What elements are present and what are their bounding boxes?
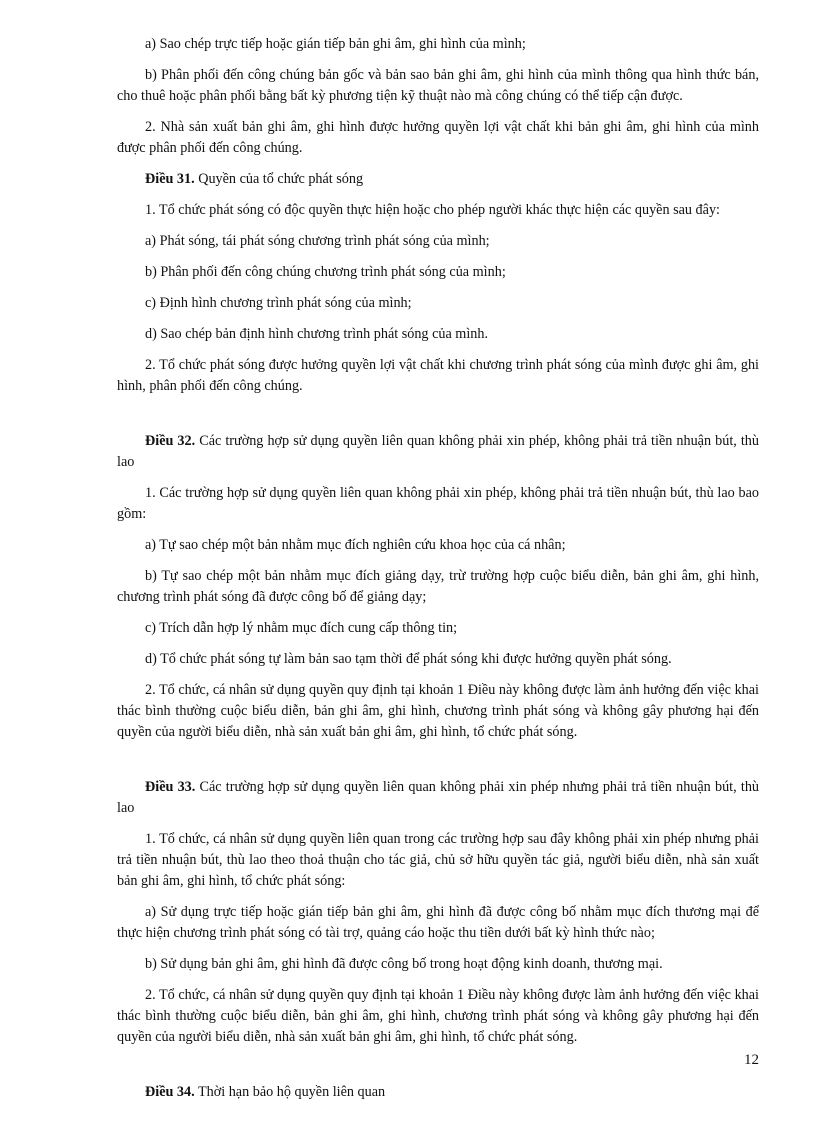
article-number: Điều 32. [145,433,196,449]
article-number: Điều 34. [145,1084,195,1100]
paragraph: c) Trích dẫn hợp lý nhằm mục đích cung cấp thông tin; [145,620,458,636]
paragraph: 1. Tổ chức, cá nhân sử dụng quyền liên quan trong các trường hợp sau đây không phải xin phép nhưng phải trả tiền nhuận bút, thù lao theo thoả thuận cho tác giả, chủ sở hữu quyền tác giả, người biểu diễn, nhà sản xuất bản ghi âm, ghi hình, tổ chức phát sóng: [117,831,759,889]
paragraph: 1. Các trường hợp sử dụng quyền liên quan không phải xin phép, không phải trả tiền nhuận bút, thù lao bao gồm: [117,485,759,522]
paragraph: 2. Tổ chức, cá nhân sử dụng quyền quy định tại khoản 1 Điều này không được làm ảnh hưởng đến việc khai thác bình thường cuộc biểu diễn, bản ghi âm, ghi hình, chương trình phát sóng và không gây phương hại đến quyền của người biểu diễn, nhà sản xuất bản ghi âm, ghi hình, tổ chức phát sóng. [117,987,759,1045]
article-title: Thời hạn bảo hộ quyền liên quan [194,1084,386,1100]
paragraph: a) Sao chép trực tiếp hoặc gián tiếp bản ghi âm, ghi hình của mình; [145,36,526,52]
paragraph: c) Định hình chương trình phát sóng của mình; [145,295,412,311]
article-title: Các trường hợp sử dụng quyền liên quan không phải xin phép nhưng phải trả tiền nhuận bút, thù lao [117,779,760,816]
document-page [117,34,759,1113]
section-spacer [117,1058,759,1082]
paragraph: b) Sử dụng bản ghi âm, ghi hình đã được công bố trong hoạt động kinh doanh, thương mại. [145,956,663,972]
article-heading [117,1082,759,1103]
paragraph: b) Phân phối đến công chúng chương trình phát sóng của mình; [145,264,506,280]
article-title: Các trường hợp sử dụng quyền liên quan không phải xin phép, không phải trả tiền nhuận bút, thù lao [117,433,759,470]
paragraph: a) Tự sao chép một bản nhằm mục đích nghiên cứu khoa học của cá nhân; [145,537,566,553]
paragraph: b) Tự sao chép một bản nhằm mục đích giảng dạy, trừ trường hợp cuộc biểu diễn, bản ghi âm, ghi hình, chương trình phát sóng đã được công bố để giảng dạy; [117,568,759,605]
paragraph: 2. Tổ chức phát sóng được hưởng quyền lợi vật chất khi chương trình phát sóng của mình được ghi âm, ghi hình, phân phối đến công chúng. [117,357,759,394]
paragraph: a) Phát sóng, tái phát sóng chương trình phát sóng của mình; [145,233,490,249]
section-spacer [117,753,759,777]
paragraph: 2. Nhà sản xuất bản ghi âm, ghi hình được hưởng quyền lợi vật chất khi bản ghi âm, ghi hình của mình được phân phối đến công chúng. [117,119,759,156]
article-title: Quyền của tổ chức phát sóng [194,171,364,187]
paragraph: d) Sao chép bản định hình chương trình phát sóng của mình. [145,326,489,342]
article-heading [117,431,759,473]
paragraph: 2. Tổ chức, cá nhân sử dụng quyền quy định tại khoản 1 Điều này không được làm ảnh hưởng đến việc khai thác bình thường cuộc biểu diễn, bản ghi âm, ghi hình, chương trình phát sóng và không gây phương hại đến quyền của người biểu diễn, nhà sản xuất bản ghi âm, ghi hình, tổ chức phát sóng. [117,682,759,740]
paragraph: b) Phân phối đến công chúng bản gốc và bản sao bản ghi âm, ghi hình của mình thông qua hình thức bán, cho thuê hoặc phân phối bằng bất kỳ phương tiện kỹ thuật nào mà công chúng có thể tiếp cận được. [117,67,759,104]
article-heading [117,169,759,190]
article-number: Điều 33. [145,779,196,795]
paragraph: a) Sử dụng trực tiếp hoặc gián tiếp bản ghi âm, ghi hình đã được công bố nhằm mục đích thương mại để thực hiện chương trình phát sóng có tài trợ, quảng cáo hoặc thu tiền dưới bất kỳ hình thức nào; [117,904,759,941]
paragraph: d) Tổ chức phát sóng tự làm bản sao tạm thời để phát sóng khi được hưởng quyền phát sóng. [145,651,672,667]
article-number: Điều 31. [145,171,195,187]
paragraph: 1. Tổ chức phát sóng có độc quyền thực hiện hoặc cho phép người khác thực hiện các quyền sau đây: [145,202,720,218]
article-heading [117,777,759,819]
page-number: 12 [744,1052,759,1068]
section-spacer [117,407,759,431]
